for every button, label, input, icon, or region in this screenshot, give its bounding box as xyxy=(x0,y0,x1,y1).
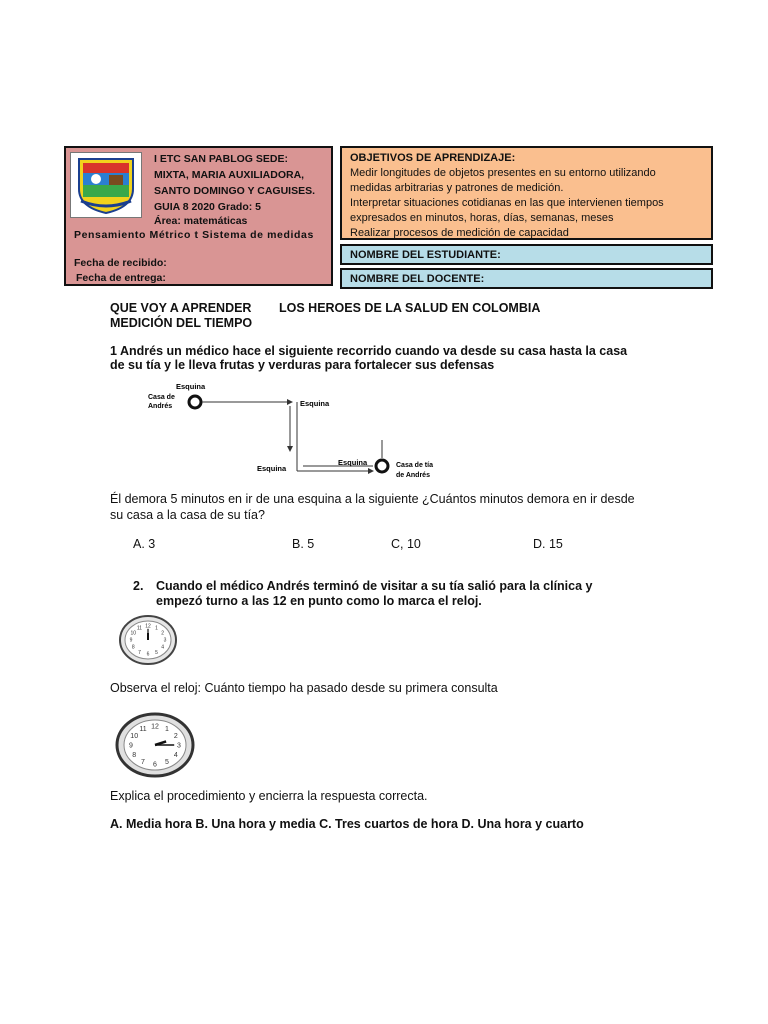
topic-heading: MEDICIÓN DEL TIEMPO xyxy=(110,316,253,330)
corner-label: Esquina xyxy=(300,399,330,408)
received-date-label: Fecha de recibido: xyxy=(74,257,167,269)
heroes-heading: LOS HEROES DE LA SALUD EN COLOMBIA xyxy=(279,301,541,315)
clock-12-icon xyxy=(118,614,178,666)
route-diagram xyxy=(130,378,470,488)
objective-line: Interpretar situaciones cotidianas en las que intervienen tiempos xyxy=(350,197,664,209)
corner-label: Esquina xyxy=(338,458,368,467)
clock-numeral: 8 xyxy=(131,644,135,651)
clock-numeral: 7 xyxy=(141,758,145,766)
aunt-house-label: Casa de tía xyxy=(396,462,433,469)
objective-line: Medir longitudes de objetos presentes en su entorno utilizando xyxy=(350,167,656,179)
aunt-house-label: de Andrés xyxy=(396,472,430,479)
clock-numeral: 1 xyxy=(155,625,158,632)
q1-question: su casa a la casa de su tía? xyxy=(110,508,265,522)
clock-numeral: 5 xyxy=(155,649,158,656)
school-shield-icon xyxy=(71,153,141,217)
teacher-name-field[interactable]: NOMBRE DEL DOCENTE: xyxy=(340,268,713,289)
clock-numeral: 6 xyxy=(153,761,157,769)
clock-numeral: 5 xyxy=(165,758,169,766)
q2-options[interactable]: A. Media hora B. Una hora y media C. Tres cuartos de hora D. Una hora y cuarto xyxy=(110,817,584,831)
objective-line: expresados en minutos, horas, días, semanas, meses xyxy=(350,212,614,224)
clock-numeral: 3 xyxy=(163,637,167,644)
q1-option-b[interactable]: B. 5 xyxy=(292,537,315,551)
q1-option-d[interactable]: D. 15 xyxy=(533,537,563,551)
school-name-line: MIXTA, MARIA AUXILIADORA, xyxy=(154,169,305,181)
area-line: Área: matemáticas xyxy=(154,215,248,227)
clock-numeral: 9 xyxy=(129,637,133,644)
clock-numeral: 12 xyxy=(145,623,151,630)
clock-215-icon xyxy=(115,712,195,778)
q1-option-c[interactable]: C, 10 xyxy=(391,537,421,551)
clock-numeral: 1 xyxy=(165,725,169,733)
q2-observe: Observa el reloj: Cuánto tiempo ha pasado desde su primera consulta xyxy=(110,681,498,695)
clock-numeral: 7 xyxy=(138,649,141,656)
clock-numeral: 12 xyxy=(151,723,159,731)
delivery-date-label: Fecha de entrega: xyxy=(76,272,166,284)
corner-label: Esquina xyxy=(257,464,287,473)
q2-text: Cuando el médico Andrés terminó de visitar a su tía salió para la clínica y xyxy=(156,579,593,593)
objectives-title: OBJETIVOS DE APRENDIZAJE: xyxy=(350,152,516,164)
thinking-line: Pensamiento Métrico t Sistema de medidas xyxy=(74,229,314,241)
clock-numeral: 11 xyxy=(136,625,143,632)
objective-line: Realizar procesos de medición de capacidad xyxy=(350,227,569,239)
q1-text: de su tía y le lleva frutas y verduras para fortalecer sus defensas xyxy=(110,358,495,372)
andres-house-label: Andrés xyxy=(148,403,173,410)
q2-text: empezó turno a las 12 en punto como lo marca el reloj. xyxy=(156,594,482,608)
andres-house-marker xyxy=(189,396,201,408)
clock-numeral: 3 xyxy=(177,742,181,750)
q2-number: 2. xyxy=(133,579,144,593)
clock-numeral: 9 xyxy=(129,742,133,750)
school-name-line: I ETC SAN PABLOG SEDE: xyxy=(154,153,288,165)
q1-option-a[interactable]: A. 3 xyxy=(133,537,156,551)
andres-house-label: Casa de xyxy=(148,394,175,401)
q1-text: 1 Andrés un médico hace el siguiente recorrido cuando va desde su casa hasta la casa xyxy=(110,344,628,358)
clock-numeral: 2 xyxy=(173,732,178,740)
clock-numeral: 2 xyxy=(161,630,165,637)
school-info-box xyxy=(64,146,333,286)
clock-numeral: 4 xyxy=(161,644,165,651)
clock-numeral: 11 xyxy=(139,725,147,733)
clock-numeral: 6 xyxy=(146,651,150,658)
objectives-box xyxy=(340,146,713,240)
school-logo xyxy=(70,152,142,218)
learn-heading: QUE VOY A APRENDER xyxy=(110,301,252,315)
objective-line: medidas arbitrarias y patrones de medición. xyxy=(350,182,564,194)
clock-numeral: 10 xyxy=(130,630,137,637)
clock-numeral: 10 xyxy=(130,732,139,740)
clock-numeral: 4 xyxy=(173,751,178,759)
student-name-field[interactable]: NOMBRE DEL ESTUDIANTE: xyxy=(340,244,713,265)
clock-numeral: 8 xyxy=(132,751,137,759)
corner-label: Esquina xyxy=(176,382,206,391)
q2-explain: Explica el procedimiento y encierra la respuesta correcta. xyxy=(110,789,428,803)
school-name-line: SANTO DOMINGO Y CAGUISES. xyxy=(154,185,316,197)
guide-grade-line: GUIA 8 2020 Grado: 5 xyxy=(154,201,261,213)
aunt-house-marker xyxy=(376,460,388,472)
q1-question: Él demora 5 minutos en ir de una esquina a la siguiente ¿Cuántos minutos demora en ir desde xyxy=(110,492,635,506)
